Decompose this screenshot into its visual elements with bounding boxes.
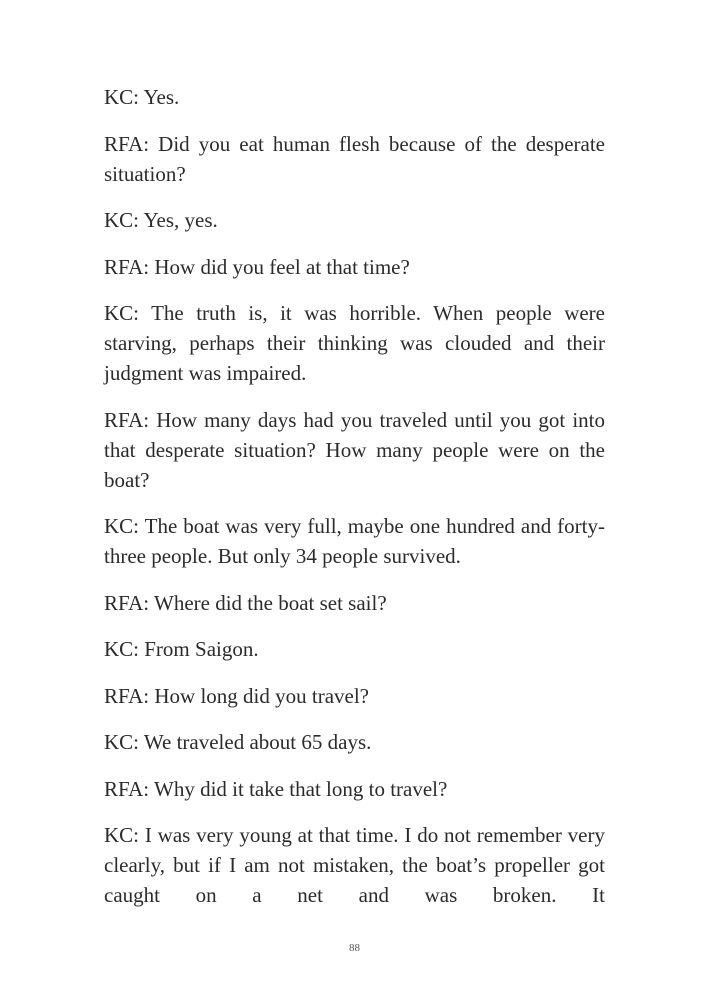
paragraph-rfa-how-long: RFA: How long did you travel? [104,683,370,708]
paragraph-rfa-why-long: RFA: Why did it take that long to travel? [104,776,448,801]
interview-transcript [104,82,605,910]
paragraph-kc-propeller: KC: I was very young at that time. I do not remember very clearly, but if I am not mistaken, the boat’s propeller got caught on a net and was broken. It [104,823,605,907]
paragraph-rfa-feel: RFA: How did you feel at that time? [104,254,410,279]
paragraph-kc-boat-full: KC: The boat was very full, maybe one hundred and forty-three people. But only 34 people survived. [104,514,605,568]
paragraph-kc-horrible: KC: The truth is, it was horrible. When people were starving, perhaps their thinking was clouded and their judgment was impaired. [104,301,605,385]
paragraph-rfa-set-sail: RFA: Where did the boat set sail? [104,590,387,615]
paragraph-kc-saigon: KC: From Saigon. [104,637,259,661]
paragraph-rfa-human-flesh: RFA: Did you eat human flesh because of the desperate situation? [104,131,605,186]
paragraph-kc-yes: KC: Yes. [104,85,180,109]
paragraph-kc-yes-yes: KC: Yes, yes. [104,208,218,232]
paragraph-rfa-days-traveled: RFA: How many days had you traveled until you got into that desperate situation? How many people were on the boat? [104,407,605,492]
paragraph-kc-65-days: KC: We traveled about 65 days. [104,730,372,754]
page-number: 88 [349,942,360,954]
